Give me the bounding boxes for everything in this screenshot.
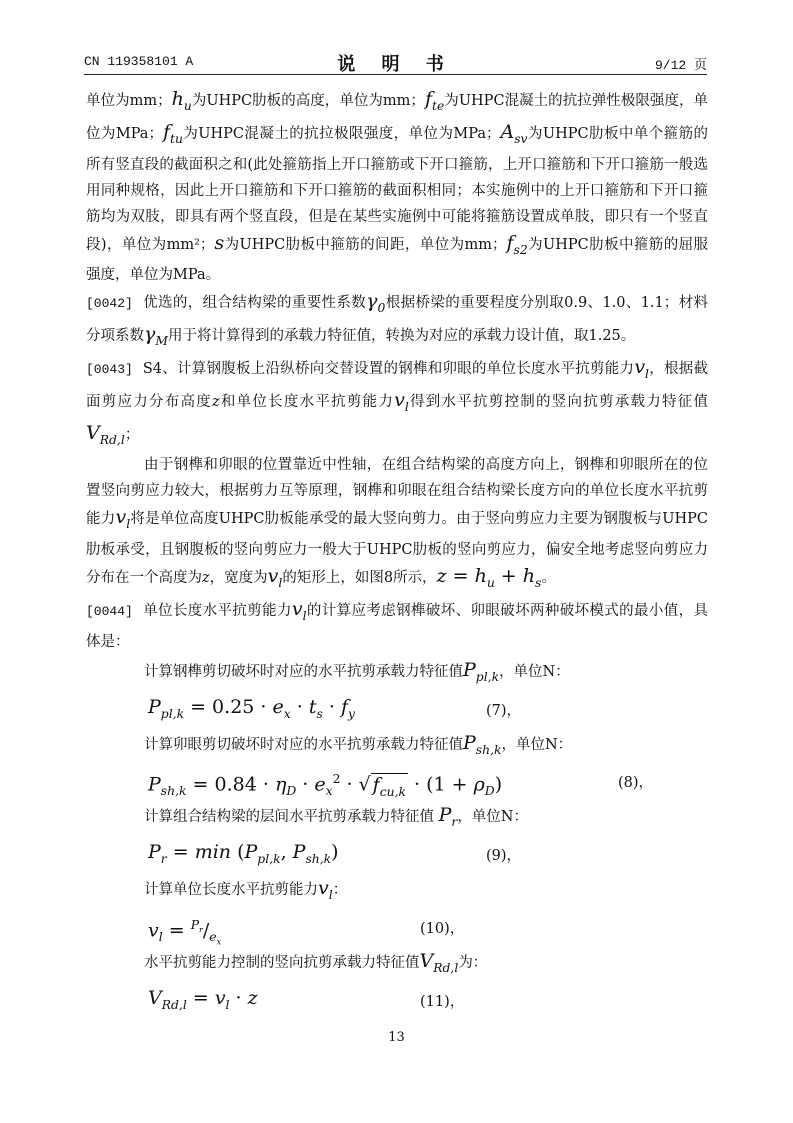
page-count: 9/12 页: [654, 58, 707, 73]
equation-8: [144, 762, 708, 800]
equation-8-number: (8)，: [618, 775, 654, 792]
equation-9: [144, 835, 708, 873]
step-mortise-shear: 计算卯眼剪切破坏时对应的水平抗剪承载力特征值$P_{sh,k}$，单位N：: [144, 731, 573, 757]
equation-10-number: (10)，: [420, 920, 465, 937]
paragraph-number: [0043]: [86, 361, 133, 377]
header-rule: [84, 74, 707, 75]
paragraph-0043-explanation: 由于钢榫和卯眼的位置靠近中性轴，在组合结构梁的高度方向上，钢榫和卯眼所在的位置竖向剪应力较大，根据剪力互等原理，钢榫和卯眼在组合结构梁长度方向的单位长度水平抗剪能力$v_l$将是单位高度UHPC肋板能承受的最大竖向剪力。由于竖向剪应力主要为钢腹板与UHPC肋板承受，且钢腹板的竖向剪应力一般大于UHPC肋板的竖向剪应力，偏安全地考虑竖向剪应力分布在一个高度为z，宽度为$v_l$的矩形上，如图8所示，$z = h_u + h_s$。: [86, 457, 708, 590]
equation-11: [144, 981, 708, 1019]
publication-number: CN 119358101 A: [84, 54, 194, 69]
equation-8-expression: $P_{sh,k} = 0.84 \cdot \eta_D \cdot e_x^2$ · √ $f_{cu,k} \cdot (1 + \rho_D)$: [148, 772, 503, 799]
paragraph-0044: [0044] 单位长度水平抗剪能力$v_l$的计算应考虑钢榫破坏、卯眼破坏两种破坏模式的最小值，具体是：: [86, 597, 709, 650]
step-interlayer-shear: 计算组合结构梁的层间水平抗剪承载力特征值 $P_r$，单位N：: [144, 804, 528, 830]
step-vertical-shear: 水平抗剪能力控制的竖向抗剪承载力特征值$V_{Rd,l}$为：: [144, 949, 488, 975]
paragraph-continuation: 单位为mm；$h_u$为UHPC肋板的高度，单位为mm；$f_{te}$为UHPC混凝土的抗拉弹性极限强度，单位为MPa；$f_{tu}$为UHPC混凝土的抗拉极限强度，单位为MPa；$A_{sv}$为UHPC肋板中单个箍筋的所有竖直段的截面积之和(此处箍筋指上开口箍筋或下开口箍筋，上开口箍筋和下开口箍筋一般选用同种规格，因此上开口箍筋和下开口箍筋的截面积相同；本实施例中的上开口箍筋和下开口箍筋均为双肢，即具有两个竖直段，但是在某些实施例中可能将箍筋设置成单肢，即只有一个竖直段)，单位为mm²；s为UHPC肋板中箍筋的间距，单位为mm；$f_{s2}$为UHPC肋板中箍筋的屈服强度，单位为MPa。: [86, 88, 709, 284]
document-type: 说 明 书: [337, 54, 454, 75]
step-tenon-shear: 计算钢榫剪切破坏时对应的水平抗剪承载力特征值$P_{pl,k}$，单位N：: [144, 658, 570, 684]
equation-9-expression: $P_r = \min (P_{pl,k}$, $P_{sh,k}$): [148, 841, 339, 866]
equation-9-number: (9)，: [486, 848, 522, 865]
page-header: [84, 50, 707, 75]
paragraph-number: [0042]: [86, 296, 133, 312]
equation-11-number: (11)，: [420, 993, 465, 1010]
equation-10-expression: $v_l = ^{P_r}/_{e_x}$: [148, 917, 222, 947]
document-body: [86, 86, 708, 1019]
page-number: 13: [388, 1030, 405, 1045]
paragraph-0042: [0042] 优选的，组合结构梁的重要性系数$\gamma_0$根据桥梁的重要程度分别取0.9、1.0、1.1；材料分项系数$\gamma_M$用于将计算得到的承载力特征值，转换为对应的承载力设计值，取1.25。: [86, 290, 708, 348]
equation-10: [144, 908, 708, 946]
equation-7-number: (7)，: [486, 702, 522, 719]
paragraph-number: [0044]: [86, 603, 133, 619]
step-unit-length-shear: 计算单位长度水平抗剪能力$v_l$：: [144, 877, 348, 902]
equation-11-expression: $V_{Rd,l} = v_l \cdot z$: [148, 986, 258, 1012]
equation-7-expression: $P_{pl,k} = 0.25 \cdot e_x \cdot t_s \cdot f_y$: [148, 695, 355, 721]
equation-7: [144, 690, 708, 728]
paragraph-0043: [0043] S4、计算钢腹板上沿纵桥向交替设置的钢榫和卯眼的单位长度水平抗剪能力$v_l$，根据截面剪应力分布高度z和单位长度水平抗剪能力$v_l$得到水平抗剪控制的竖向抗剪承载力特征值$V_{Rd,l}$；: [86, 355, 709, 447]
